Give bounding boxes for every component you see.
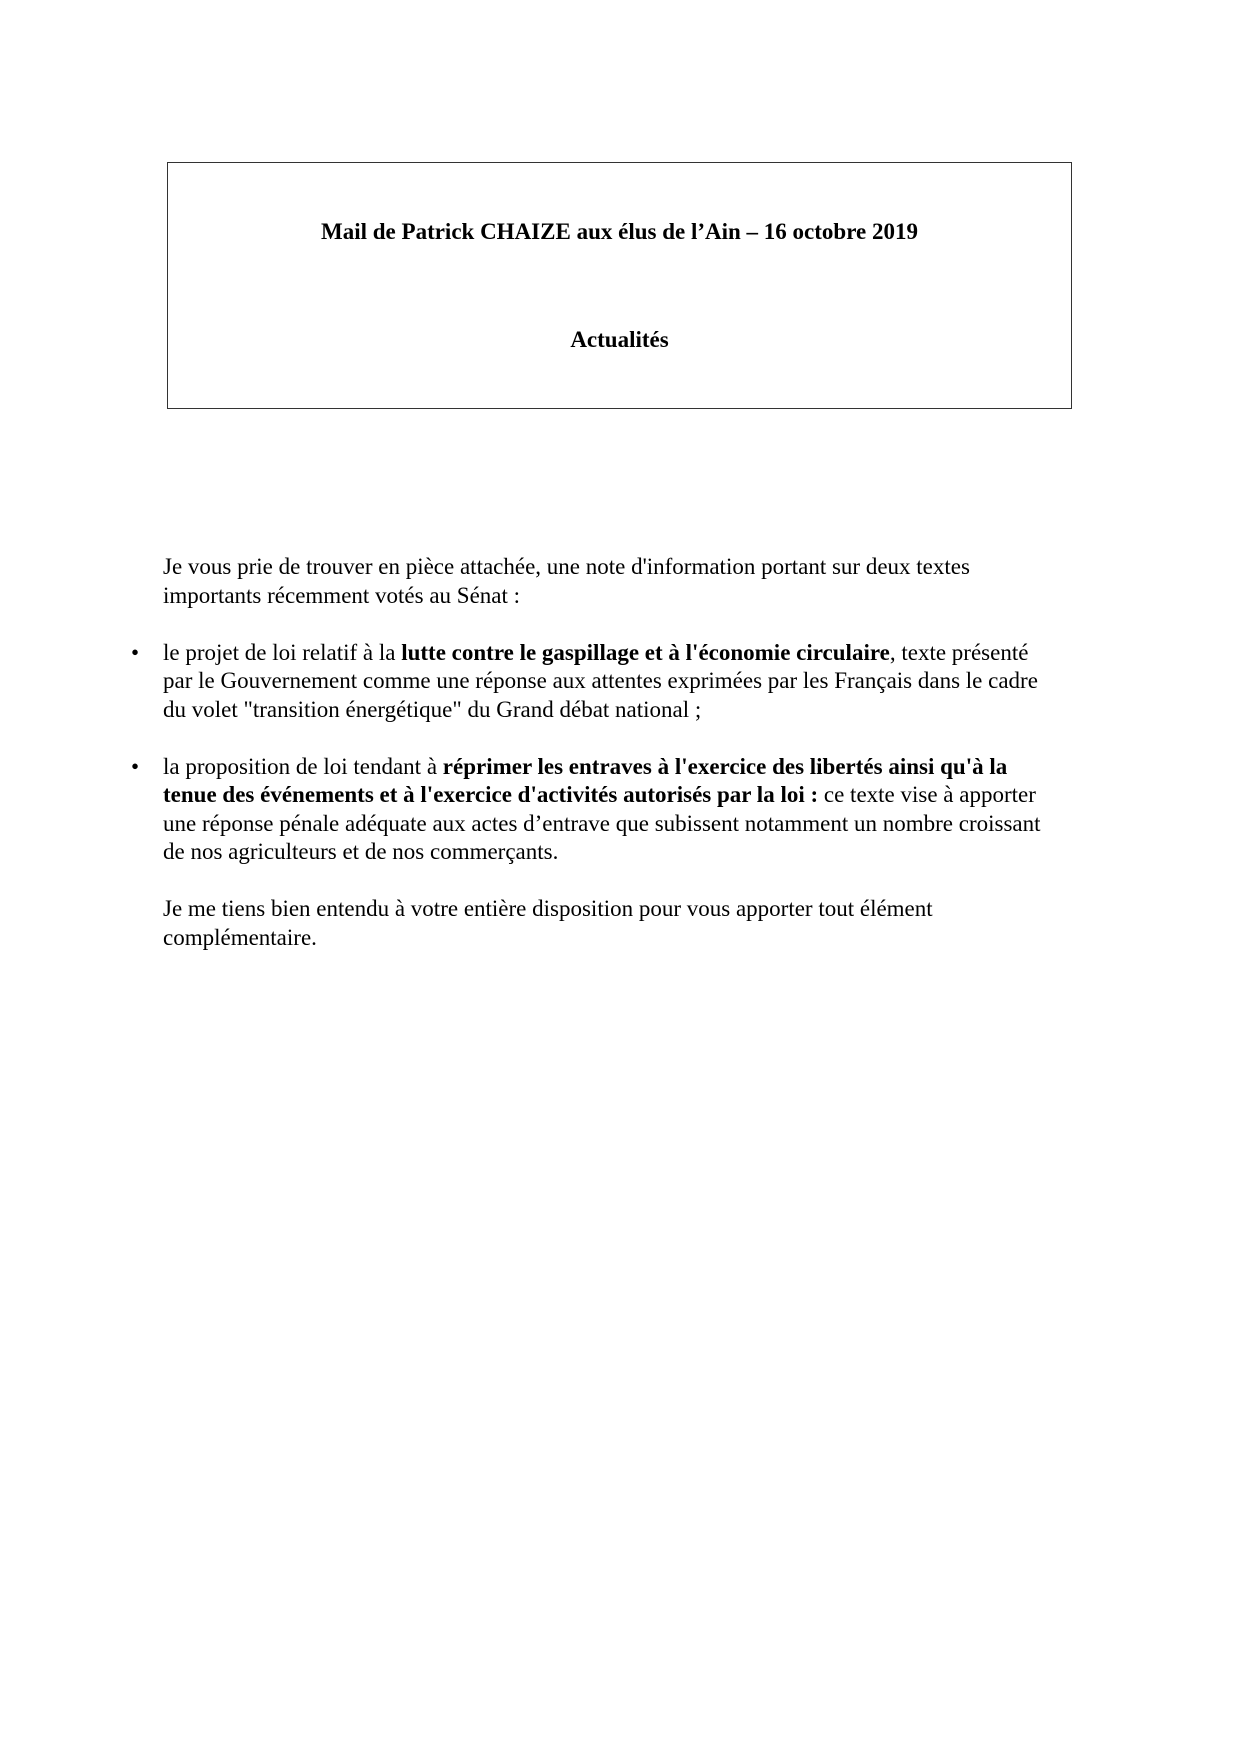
bullet2-bold-line-1: réprimer les entraves à l'exercice des libertés ainsi qu'à la <box>442 753 1008 779</box>
bullet2-text-end: ce texte vise à apporter <box>818 782 1036 807</box>
closing-line-1: Je me tiens bien entendu à votre entière disposition pour vous apporter tout élément <box>163 896 933 921</box>
bullet1-line-3: du volet "transition énergétique" du Grand débat national ; <box>163 696 702 722</box>
closing-paragraph <box>163 895 1123 952</box>
bullet-icon: • <box>130 639 140 665</box>
bullet2-text-start: la proposition de loi tendant à <box>163 753 443 779</box>
bullet1-line-2: par le Gouvernement comme une réponse aux attentes exprimées par les Français dans le cadre <box>163 668 1038 693</box>
bullet2-bold-line-2: tenue des événements et à l'exercice d'activités autorisés par la loi : <box>163 782 819 807</box>
bullet2-line-4: de nos agriculteurs et de nos commerçants. <box>163 839 559 864</box>
document-subtitle: Actualités <box>570 327 669 352</box>
bullet1-text-start: le projet de loi relatif à la <box>163 639 402 665</box>
list-item-text <box>163 639 1123 725</box>
bullet1-text-end: , texte présenté <box>889 639 1029 665</box>
list-item-bill-obstruction <box>130 753 1123 867</box>
header-box <box>167 162 1072 409</box>
intro-paragraph <box>163 553 1123 610</box>
list-item-bill-waste <box>130 639 1123 725</box>
closing-line-2: complémentaire. <box>163 924 317 950</box>
document-title: Mail de Patrick CHAIZE aux élus de l’Ain – 16 octobre 2019 <box>321 219 918 244</box>
intro-line-2: importants récemment votés au Sénat : <box>163 582 521 608</box>
list-item-text <box>163 753 1123 867</box>
intro-line-1: Je vous prie de trouver en pièce attachée, une note d'information portant sur deux textes <box>163 554 970 579</box>
bullet2-line-3: une réponse pénale adéquate aux actes d’entrave que subissent notamment un nombre croissant <box>163 810 1041 836</box>
mail-body <box>130 553 1123 952</box>
bullet1-bold-text: lutte contre le gaspillage et à l'économie circulaire <box>401 639 890 665</box>
bullet-icon: • <box>130 753 140 779</box>
